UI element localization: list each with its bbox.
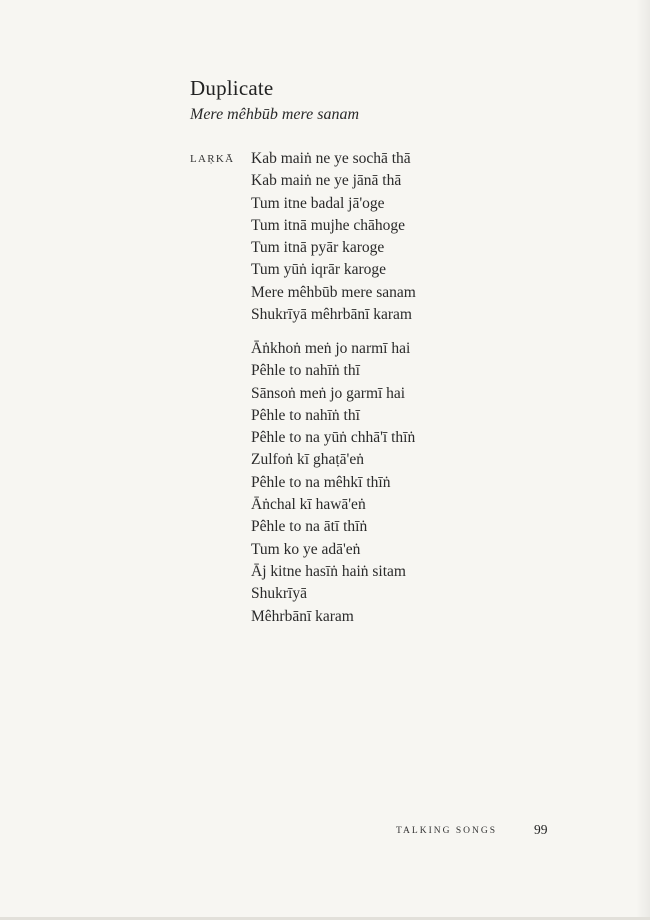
lyric-line: Āṅkhoṅ meṅ jo narmī hai bbox=[251, 340, 411, 357]
lyric-line: Mere mêhbūb mere sanam bbox=[251, 283, 416, 301]
page-number: 99 bbox=[534, 822, 548, 837]
lyric-line: Pêhle to nahīṅ thī bbox=[251, 362, 360, 380]
lyric-line: Pêhle to na yūṅ chhā'ī thīṅ bbox=[251, 429, 416, 447]
lyric-line: Pêhle to nahīṅ thī bbox=[251, 406, 360, 424]
speaker-label: LAṚKĀ bbox=[190, 153, 235, 165]
lyric-line: Āṅchal kī hawā'eṅ bbox=[251, 496, 366, 514]
song-subtitle: Mere mêhbūb mere sanam bbox=[190, 106, 359, 123]
running-head: TALKING SONGS bbox=[396, 826, 497, 836]
page-edge-shadow bbox=[636, 0, 650, 920]
lyric-line: Kab maiṅ ne ye jānā thā bbox=[251, 172, 402, 190]
lyric-line: Tum ko ye adā'eṅ bbox=[251, 540, 361, 558]
lyric-line: Pêhle to na ātī thīṅ bbox=[251, 518, 368, 536]
lyric-line: Tum yūṅ iqrār karoge bbox=[251, 261, 387, 279]
lyric-line: Kab maiṅ ne ye sochā thā bbox=[251, 150, 411, 167]
lyric-line: Tum itne badal jā'oge bbox=[251, 194, 385, 212]
lyric-line: Tum itnā pyār karoge bbox=[251, 239, 385, 257]
lyric-line: Mêhrbānī karam bbox=[251, 607, 354, 625]
lyric-line: Āj kitne hasīṅ haiṅ sitam bbox=[251, 562, 406, 580]
lyric-line: Sānsoṅ meṅ jo garmī hai bbox=[251, 384, 406, 402]
lyric-line: Zulfoṅ kī ghaṭā'eṅ bbox=[251, 451, 364, 469]
lyric-line: Pêhle to na mêhkī thīṅ bbox=[251, 473, 391, 491]
stanza-1 bbox=[251, 148, 416, 326]
song-title: Duplicate bbox=[190, 76, 274, 100]
lyric-line: Shukrīyā mêhrbānī karam bbox=[251, 306, 412, 324]
lyric-line: Tum itnā mujhe chāhoge bbox=[251, 216, 405, 234]
lyric-line: Shukrīyā bbox=[251, 585, 307, 603]
stanza-2 bbox=[251, 338, 415, 628]
